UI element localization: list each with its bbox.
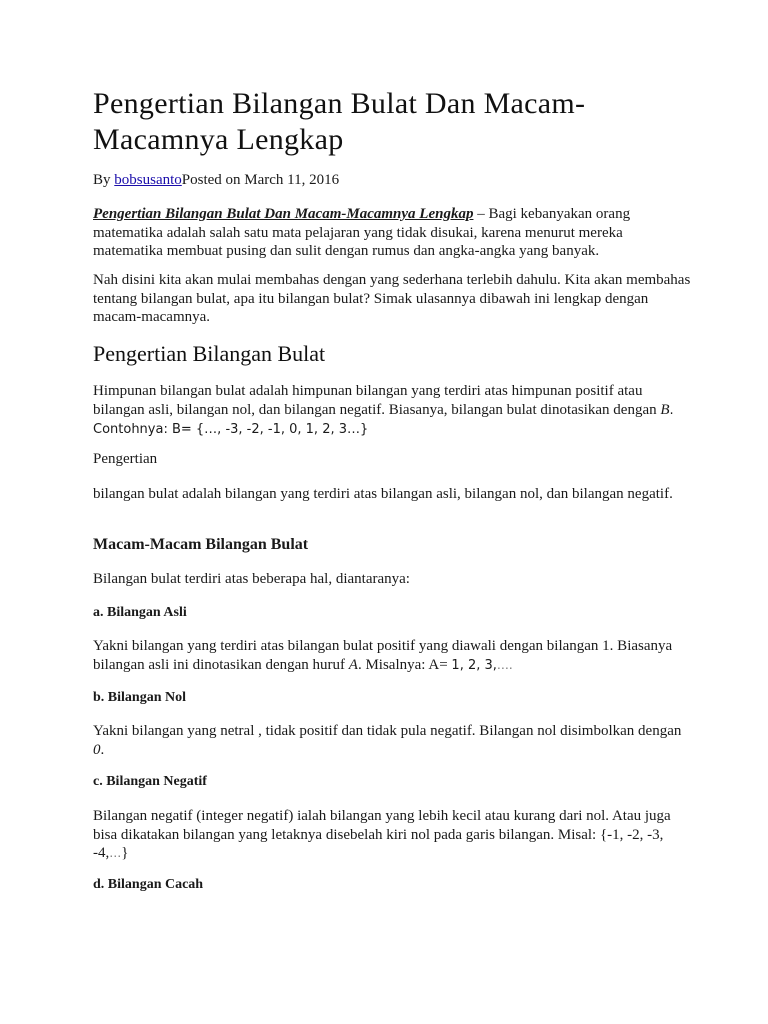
paragraph-bilangan-nol — [93, 722, 693, 759]
symbol-a: A — [348, 656, 358, 673]
example-b: . Contohnya: B= {…, -3, -2, -1, 0, 1, 2, 3…} — [93, 402, 674, 437]
negatif-end: } — [121, 845, 129, 861]
nol-end: . — [100, 741, 105, 758]
label-pengertian: Pengertian — [93, 451, 158, 467]
heading-bilangan-asli: a. Bilangan Asli — [93, 605, 187, 620]
section-heading-pengertian: Pengertian Bilangan Bulat — [93, 341, 326, 366]
definition-text: Himpunan bilangan bulat adalah himpunan bilangan yang terdiri atas himpunan positif atau bilangan asli, bilangan nol, dan bilangan negatif. Biasanya, bilangan bulat dinotasikan dengan — [93, 383, 661, 418]
heading-bilangan-nol: b. Bilangan Nol — [93, 690, 186, 705]
article-title: Pengertian Bilangan Bulat Dan Macam-Macamnya Lengkap — [93, 87, 586, 156]
byline — [93, 171, 339, 190]
intro-paragraph — [93, 205, 693, 261]
byline-prefix: By — [93, 172, 115, 188]
heading-bilangan-negatif: c. Bilangan Negatif — [93, 774, 207, 789]
negatif-ellipsis: … — [109, 846, 122, 860]
definition-paragraph — [93, 382, 693, 440]
paragraph-bilangan-asli — [93, 637, 693, 675]
author-link[interactable]: bobsusanto — [114, 172, 182, 188]
intro-text: Bagi kebanyakan orang matematika adalah salah satu mata pelajaran yang tidak disukai, karena menurut mereka matematika membuat pusing dan sulit dengan rumus dan angka-angka yang banyak. — [93, 206, 631, 259]
symbol-b: B — [660, 401, 670, 418]
asli-ellipsis: …. — [496, 657, 513, 672]
symbol-0: 0 — [93, 741, 101, 758]
macam-intro: Bilangan bulat terdiri atas beberapa hal, diantaranya: — [93, 571, 410, 587]
definition-short: bilangan bulat adalah bilangan yang terdiri atas bilangan asli, bilangan nol, dan bilangan negatif. — [93, 486, 673, 502]
nol-text: Yakni bilangan yang netral , tidak positif dan tidak pula negatif. Bilangan nol disimbolkan dengan — [93, 723, 682, 739]
intro-title-link[interactable]: Pengertian Bilangan Bulat Dan Macam-Macamnya Lengkap — [93, 206, 474, 222]
intro-dash: – — [473, 206, 489, 222]
paragraph-2: Nah disini kita akan mulai membahas dengan yang sederhana terlebih dahulu. Kita akan membahas tentang bilangan bulat, apa itu bilangan bulat? Simak ulasannya dibawah ini lengkap dengan macam-macamnya. — [93, 272, 691, 325]
asli-text: Yakni bilangan yang terdiri atas bilangan bulat positif yang diawali dengan bilangan 1. Biasanya bilangan asli ini dinotasikan dengan huruf — [93, 638, 673, 673]
asli-example-math: 1, 2, 3, — [451, 657, 497, 673]
paragraph-bilangan-negatif — [93, 807, 693, 863]
heading-bilangan-cacah: d. Bilangan Cacah — [93, 877, 204, 892]
negatif-text: Bilangan negatif (integer negatif) ialah bilangan yang lebih kecil atau kurang dari nol. Atau juga bisa dikatakan bilangan yang letaknya disebelah kiri nol pada garis bilangan. Misal: {-1, -2, -3, -4, — [93, 808, 671, 861]
asli-example-text: . Misalnya: A= — [357, 656, 452, 673]
section-heading-macam: Macam-Macam Bilangan Bulat — [93, 536, 309, 553]
posted-date: Posted on March 11, 2016 — [181, 172, 340, 188]
